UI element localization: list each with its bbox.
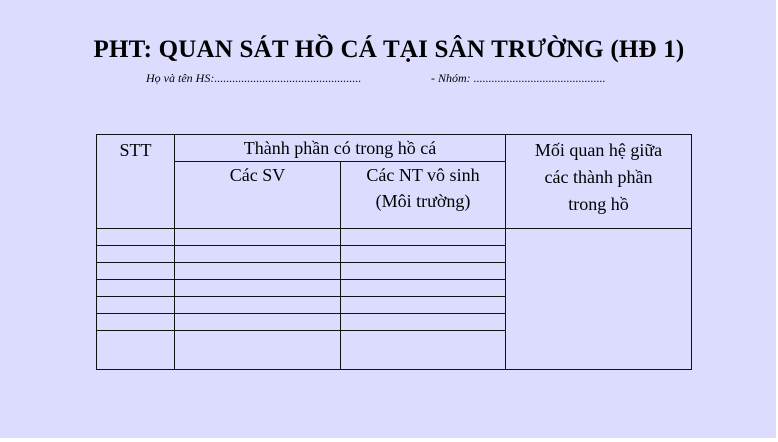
cell-living[interactable] [175, 297, 341, 314]
header-living-organisms: Các SV [175, 162, 341, 229]
cell-stt[interactable] [97, 263, 175, 280]
cell-living[interactable] [175, 246, 341, 263]
cell-nonliving[interactable] [341, 246, 506, 263]
header-relationships-line2: các thành phần [544, 167, 653, 187]
header-nonliving-line1: Các NT vô sinh [366, 165, 480, 185]
cell-nonliving[interactable] [341, 331, 506, 370]
cell-living[interactable] [175, 229, 341, 246]
student-name-field: Họ và tên HS:................................................. [146, 71, 362, 85]
cell-stt[interactable] [97, 331, 175, 370]
worksheet-title: PHT: QUAN SÁT HỒ CÁ TẠI SÂN TRƯỜNG (HĐ 1) [93, 36, 685, 63]
cell-stt[interactable] [97, 229, 175, 246]
header-stt: STT [97, 135, 175, 229]
header-relationships-line1: Mối quan hệ giữa [534, 140, 663, 160]
header-relationships-line3: trong hồ [568, 194, 629, 214]
header-nonliving-factors [341, 162, 506, 229]
header-components: Thành phần có trong hồ cá [175, 135, 506, 162]
cell-living[interactable] [175, 280, 341, 297]
header-relationships [506, 135, 692, 229]
group-field: - Nhóm: ............................................ [431, 71, 606, 85]
cell-stt[interactable] [97, 246, 175, 263]
cell-living[interactable] [175, 331, 341, 370]
cell-nonliving[interactable] [341, 297, 506, 314]
cell-nonliving[interactable] [341, 314, 506, 331]
cell-nonliving[interactable] [341, 280, 506, 297]
cell-living[interactable] [175, 263, 341, 280]
cell-nonliving[interactable] [341, 263, 506, 280]
cell-stt[interactable] [97, 314, 175, 331]
cell-stt[interactable] [97, 280, 175, 297]
observation-table [96, 134, 692, 370]
cell-stt[interactable] [97, 297, 175, 314]
header-nonliving-line2: (Môi trường) [375, 191, 471, 211]
cell-nonliving[interactable] [341, 229, 506, 246]
cell-living[interactable] [175, 314, 341, 331]
cell-relationships[interactable] [506, 229, 692, 370]
